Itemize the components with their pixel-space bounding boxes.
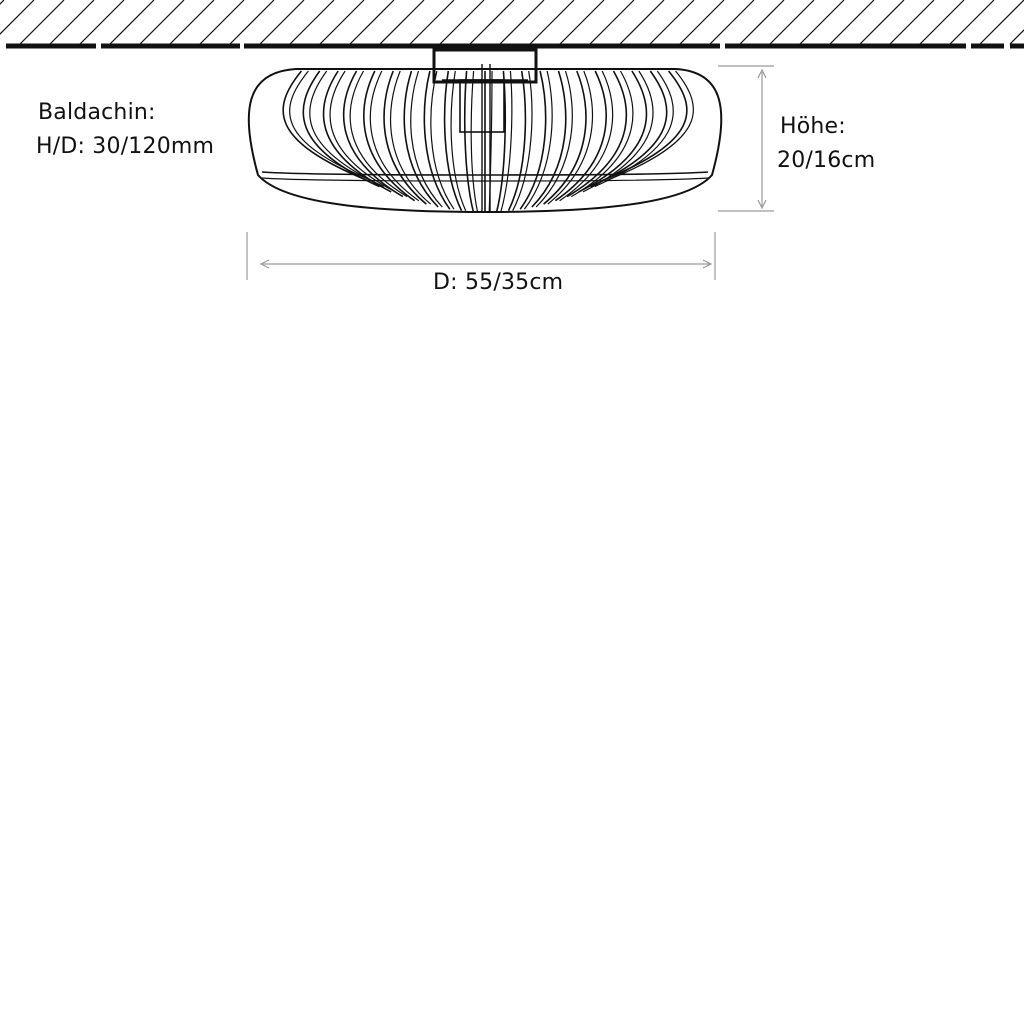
lamp-rib-edge bbox=[471, 71, 477, 212]
lamp-ribs bbox=[283, 71, 693, 212]
height-dimensions-label: 20/16cm bbox=[777, 148, 876, 173]
height-dimension bbox=[718, 66, 774, 211]
lamp-rib-edge bbox=[536, 71, 572, 207]
lamp-rib-edge bbox=[431, 71, 454, 209]
lamp-rib-edge bbox=[350, 71, 407, 197]
lamp-rib bbox=[567, 71, 626, 197]
hatch-line bbox=[0, 0, 34, 44]
lamp-rib bbox=[497, 71, 506, 212]
lamp-rib-edge bbox=[524, 71, 552, 209]
height-title-label: Höhe: bbox=[780, 114, 846, 139]
canopy-dimensions-label: H/D: 30/120mm bbox=[36, 134, 215, 159]
ceiling-hatching bbox=[0, 0, 1024, 44]
lamp-rib-edge bbox=[501, 71, 512, 212]
diameter-label: D: 55/35cm bbox=[433, 270, 564, 295]
canopy-title-label: Baldachin: bbox=[38, 100, 156, 125]
hatch-line bbox=[0, 0, 4, 44]
lamp-rib-edge bbox=[513, 71, 532, 211]
